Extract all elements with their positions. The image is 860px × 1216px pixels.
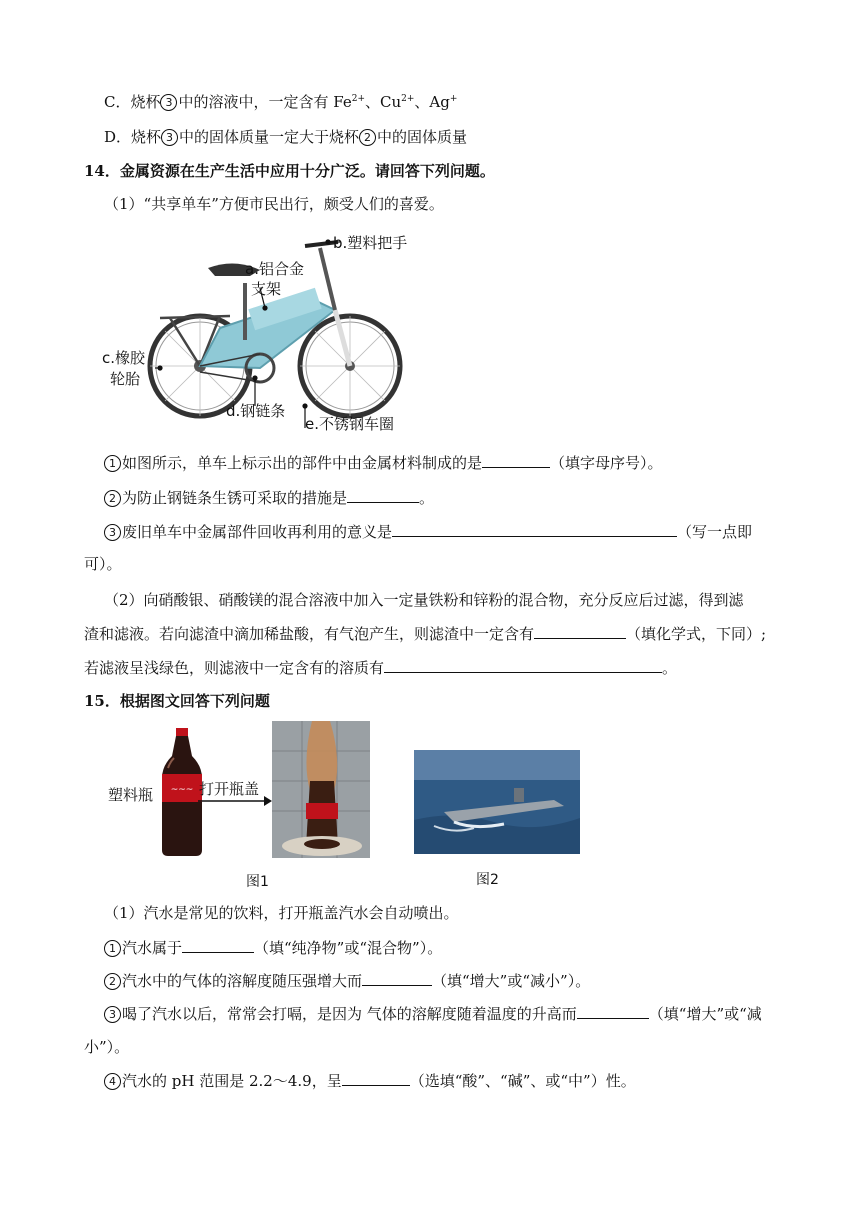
answer-blank[interactable] [534, 623, 626, 639]
answer-blank[interactable] [384, 657, 662, 673]
q15-sub3: 3 喝了汽水以后，常常会打嗝，是因为 气体的溶解度随着温度的升高而 （填“增大”或“减 [104, 1003, 762, 1025]
question-14-title: 14．金属资源在生产生活中应用十分广泛。请回答下列问题。 [84, 162, 495, 180]
q14-sub3: 3 废旧单车中金属部件回收再利用的意义是 （写一点即 [104, 521, 752, 543]
arrow-icon [198, 795, 272, 807]
answer-blank[interactable] [362, 970, 432, 986]
q14-part2-line2: 渣和滤液。若向滤渣中滴加稀盐酸，有气泡产生，则滤渣中一定含有 （填化学式，下同）; [84, 625, 767, 643]
label-c-line2: 轮胎 [110, 370, 141, 388]
label-e: e.不锈钢车圈 [305, 415, 394, 433]
circled-number: 1 [104, 455, 121, 472]
answer-blank[interactable] [342, 1070, 410, 1086]
q14-part2-line1: （2）向硝酸银、硝酸镁的混合溶液中加入一定量铁粉和锌粉的混合物，充分反应后过滤，得到滤 [104, 591, 744, 609]
answer-blank[interactable] [347, 487, 419, 503]
q14-sub2: 2 为防止钢链条生锈可采取的措施是 。 [104, 487, 434, 509]
svg-text:~~~: ~~~ [170, 785, 194, 795]
circled-number: 3 [104, 524, 121, 541]
answer-blank[interactable] [392, 521, 677, 537]
bottle-label: 塑料瓶 [108, 786, 154, 804]
circled-number: 2 [104, 973, 121, 990]
figure-2-caption: 图2 [476, 872, 499, 888]
circled-number: 4 [104, 1073, 121, 1090]
answer-blank[interactable] [577, 1003, 649, 1019]
open-cap-label: 打开瓶盖 [199, 780, 260, 798]
q15-sub1: 1 汽水属于 （填“纯净物”或“混合物”）。 [104, 937, 442, 959]
answer-blank[interactable] [482, 452, 550, 468]
q14-sub3-cont: 可）。 [84, 555, 122, 573]
q14-part2-line3: 若滤液呈浅绿色，则滤液中一定含有的溶质有 。 [84, 659, 678, 677]
question-15-title: 15．根据图文回答下列问题 [84, 692, 270, 710]
q15-sub3-cont: 小”）。 [84, 1038, 130, 1056]
q14-sub1: 1 如图所示，单车上标示出的部件中由金属材料制成的是 （填字母序号）。 [104, 452, 663, 474]
circled-number: 3 [161, 129, 178, 146]
q15-sub2: 2 汽水中的气体的溶解度随压强增大而 （填“增大”或“减小”）。 [104, 970, 590, 992]
aircraft-carrier-photo [414, 750, 580, 854]
q14-part1-intro: （1）“共享单车”方便市民出行，颇受人们的喜爱。 [104, 195, 444, 213]
label-a-line2: 支架 [251, 280, 282, 298]
circled-number: 2 [359, 129, 376, 146]
fizzing-cola-photo [272, 721, 370, 858]
circled-number: 1 [104, 940, 121, 957]
circled-number: 3 [104, 1006, 121, 1023]
label-c-line1: c.橡胶 [102, 349, 146, 367]
circled-number: 3 [160, 94, 177, 111]
q15-sub4: 4 汽水的 pH 范围是 2.2～4.9，呈 （选填“酸”、“碱”、或“中”）性。 [104, 1070, 636, 1092]
q15-part1-intro: （1）汽水是常见的饮料，打开瓶盖汽水会自动喷出。 [104, 904, 459, 922]
answer-blank[interactable] [182, 937, 254, 953]
label-a-line1: a.铝合金 [245, 260, 304, 278]
figure-1-caption: 图1 [246, 874, 269, 890]
option-c: C．烧杯 3 中的溶液中，一定含有 $Fe^{2+}$、$Cu^{2+}$、Ag+ [104, 93, 458, 111]
option-d: D．烧杯 3 中的固体质量一定大于烧杯 2 中的固体质量 [104, 128, 468, 146]
label-d: d.钢链条 [226, 402, 286, 420]
circled-number: 2 [104, 490, 121, 507]
label-b: b.塑料把手 [333, 234, 408, 252]
